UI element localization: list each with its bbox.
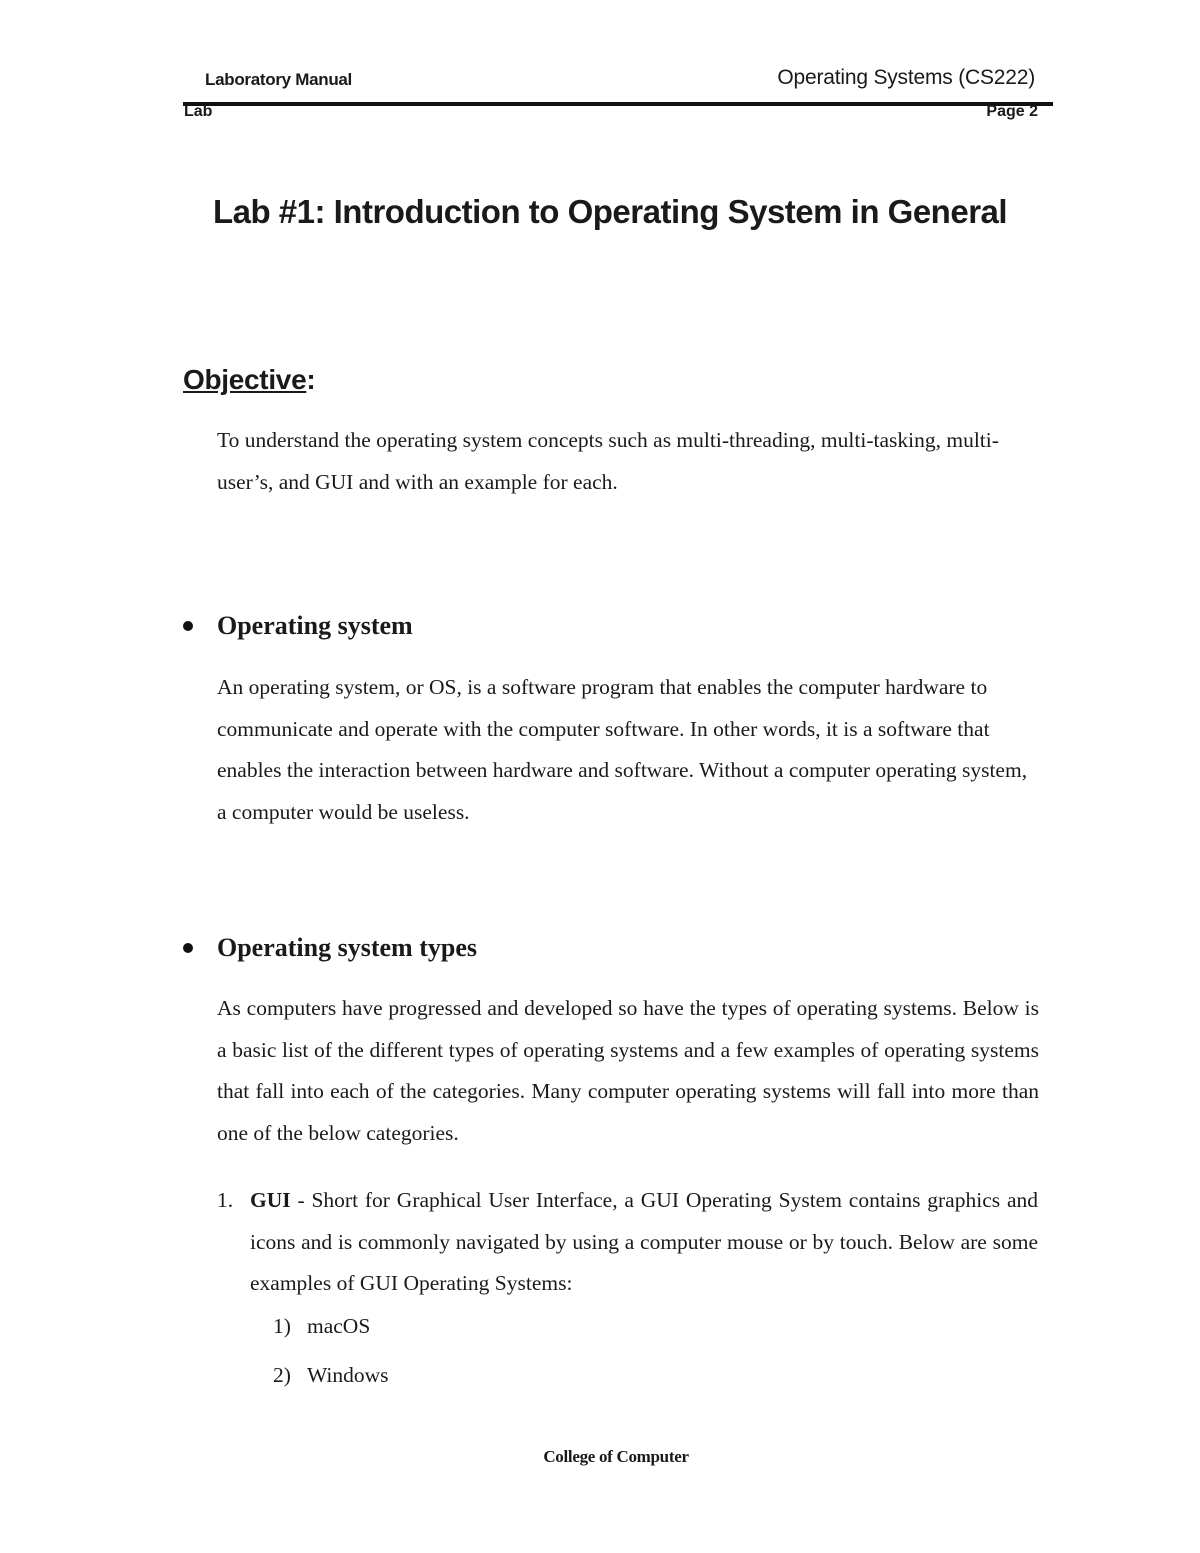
bullet-icon <box>183 943 193 953</box>
objective-heading-colon: : <box>306 364 316 395</box>
header-page-number: Page 2 <box>986 103 1038 120</box>
list-item <box>273 1363 389 1388</box>
list-item <box>273 1314 370 1339</box>
sub-item-number: 2) <box>273 1363 291 1387</box>
section-heading-operating-system-types <box>183 933 477 963</box>
objective-heading-text: Objective <box>183 364 307 395</box>
list-item-description: - Short for Graphical User Interface, a GUI Operating System contains graphics and icons and is commonly navigated by using a computer mouse or by touch. Below are some examples of GUI Operating Systems: <box>250 1188 1038 1295</box>
sub-item-label: Windows <box>307 1363 389 1387</box>
list-item-number: 1. <box>217 1188 234 1212</box>
bullet-icon <box>183 621 193 631</box>
operating-system-types-paragraph: As computers have progressed and developed so have the types of operating systems. Below is a basic list of the different types of operating systems and a few examples of operating systems that fall into each of the categories. Many computer operating systems will fall into more than one of the below categories. <box>217 996 1039 1145</box>
header-manual-label: Laboratory Manual <box>205 70 352 89</box>
section-heading-text: Operating system types <box>217 933 477 962</box>
header-divider <box>183 102 1053 106</box>
list-item-term: GUI <box>250 1188 291 1212</box>
sub-item-label: macOS <box>307 1314 371 1338</box>
header-lab-label: Lab <box>184 103 213 120</box>
page-footer: College of Computer <box>543 1447 689 1466</box>
objective-heading <box>183 364 315 396</box>
list-item-gui <box>250 1180 1038 1305</box>
sub-item-number: 1) <box>273 1314 291 1338</box>
page-title: Lab #1: Introduction to Operating System in General <box>212 193 1008 230</box>
section-heading-text: Operating system <box>217 611 413 640</box>
operating-system-paragraph: An operating system, or OS, is a software program that enables the computer hardware to communicate and operate with the computer software. In other words, it is a software that enables the interaction between hardware and software. Without a computer operating system, a computer would be useless. <box>217 675 1028 824</box>
section-heading-operating-system <box>183 611 413 641</box>
header-course-title: Operating Systems (CS222) <box>777 66 1035 89</box>
objective-text: To understand the operating system concepts such as multi-threading, multi-tasking, multi-user’s, and GUI and with an example for each. <box>217 428 999 494</box>
